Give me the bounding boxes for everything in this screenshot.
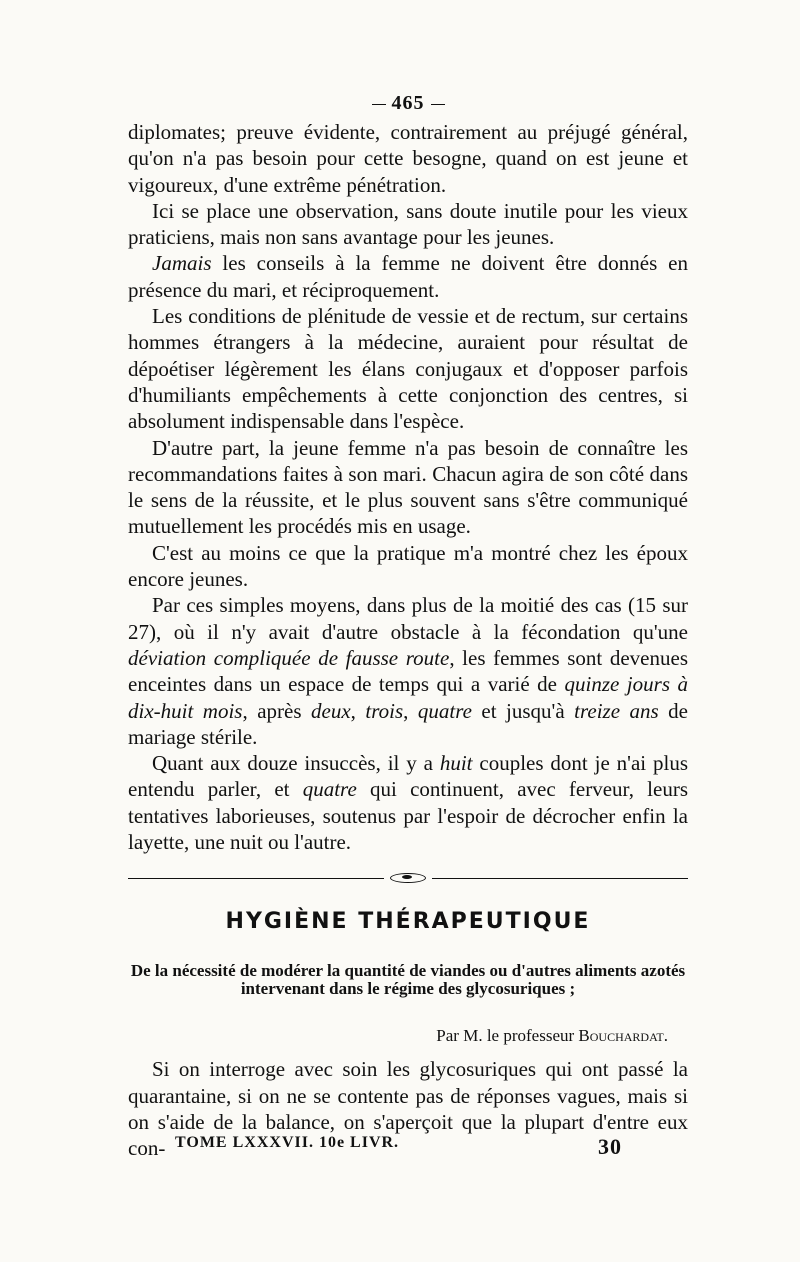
body-paragraph — [128, 303, 688, 434]
italic-text: quatre — [417, 698, 472, 723]
italic-text: déviation compliquée de fausse route — [128, 645, 450, 670]
body-paragraph — [128, 540, 688, 593]
paragraph-text: , les femmes sont devenues enceintes dans un espace de temps qui a varié de — [128, 645, 688, 697]
paragraph-text: , après — [242, 698, 312, 723]
paragraph-text: les conseils à la femme ne doivent être donnés en présence du mari, et réciproquement. — [128, 251, 688, 302]
byline-author: Bouchardat. — [578, 1026, 668, 1046]
paragraph-text: Ici se place une observation, sans doute inutile pour les vieux praticiens, mais non sans avantage pour les jeunes. — [128, 198, 688, 250]
paragraph-text: Quant aux douze insuccès, il y a — [152, 751, 440, 776]
paragraph-text: et jusqu'à — [471, 698, 575, 723]
paragraph-text: , — [350, 698, 366, 723]
paragraph-text: C'est au moins ce que la pratique m'a montré chez les époux encore jeunes. — [128, 540, 688, 592]
section-divider — [128, 873, 688, 883]
paragraph-text: de mariage stérile. — [128, 698, 688, 749]
paragraph-text: D'autre part, la jeune femme n'a pas besoin de connaître les recommandations faites à son mari. Chacun agira de son côté dans le sens de la réussite, et le plus souvent sans s'être communiqué mutuellement les procédés mis en usage. — [128, 435, 688, 539]
italic-text: Jamais — [152, 251, 212, 276]
byline — [128, 1026, 668, 1046]
paragraph-text: qui continuent, avec ferveur, leurs tentatives laborieuses, soutenus par l'espoir de décrocher enfin la layette, une nuit ou l'autre. — [128, 777, 688, 855]
italic-text: quatre — [302, 777, 357, 802]
footer-signature: 30 — [598, 1134, 622, 1159]
body-paragraph — [128, 250, 688, 303]
body-paragraph — [128, 592, 688, 750]
page-number: 465 — [128, 92, 688, 115]
italic-text: deux — [311, 698, 351, 723]
byline-prefix: Par M. le professeur — [436, 1026, 575, 1046]
divider-line-right — [432, 878, 688, 879]
divider-ornament-icon — [390, 873, 426, 883]
page-footer — [175, 1134, 622, 1160]
italic-text: treize ans — [574, 698, 659, 723]
section-title: HYGIÈNE THÉRAPEUTIQUE — [225, 909, 591, 935]
italic-text: quinze jours à dix-huit mois — [128, 672, 688, 723]
body-paragraph — [128, 119, 688, 198]
paragraph-text: Les conditions de plénitude de vessie et de rectum, sur certains hommes étrangers à la médecine, auraient pour résultat de dépoétiser légèrement les élans conjugaux et d'opposer parfois d'humiliants empêchements à cette conjonction des centres, si absolument indispensable dans l'espèce. — [128, 304, 688, 434]
body-paragraph — [128, 435, 688, 540]
italic-text: trois — [365, 698, 404, 723]
italic-text: huit — [439, 751, 473, 776]
paragraph-text: couples dont je n'ai plus entendu parler, et — [128, 751, 688, 802]
footer-volume: TOME LXXXVII. 10e LIVR. — [175, 1134, 400, 1151]
body-paragraph — [128, 198, 688, 251]
paragraph-text: Par ces simples moyens, dans plus de la moitié des cas (15 sur 27), où il n'y avait d'autre obstacle à la fécondation qu'une — [128, 593, 688, 644]
divider-line-left — [128, 878, 384, 879]
paragraph-text: diplomates; preuve évidente, contrairement au préjugé général, qu'on n'a pas besoin pour cette besogne, quand on est jeune et vigoureux, d'une extrême pénétration. — [128, 120, 688, 197]
article-title: De la nécessité de modérer la quantité de viandes ou d'autres aliments azotés intervenant dans le régime des glycosuriques ; — [130, 961, 686, 999]
paragraph-text: , — [403, 698, 418, 723]
body-paragraph — [128, 750, 688, 855]
body-text — [128, 119, 688, 855]
paragraph-text: Si on interroge avec soin les glycosuriques qui ont passé la quarantaine, si on ne se contente pas de réponses vagues, mais si on s'aide de la balance, on s'aperçoit que la plupart d'entre eux con- — [128, 1057, 688, 1161]
